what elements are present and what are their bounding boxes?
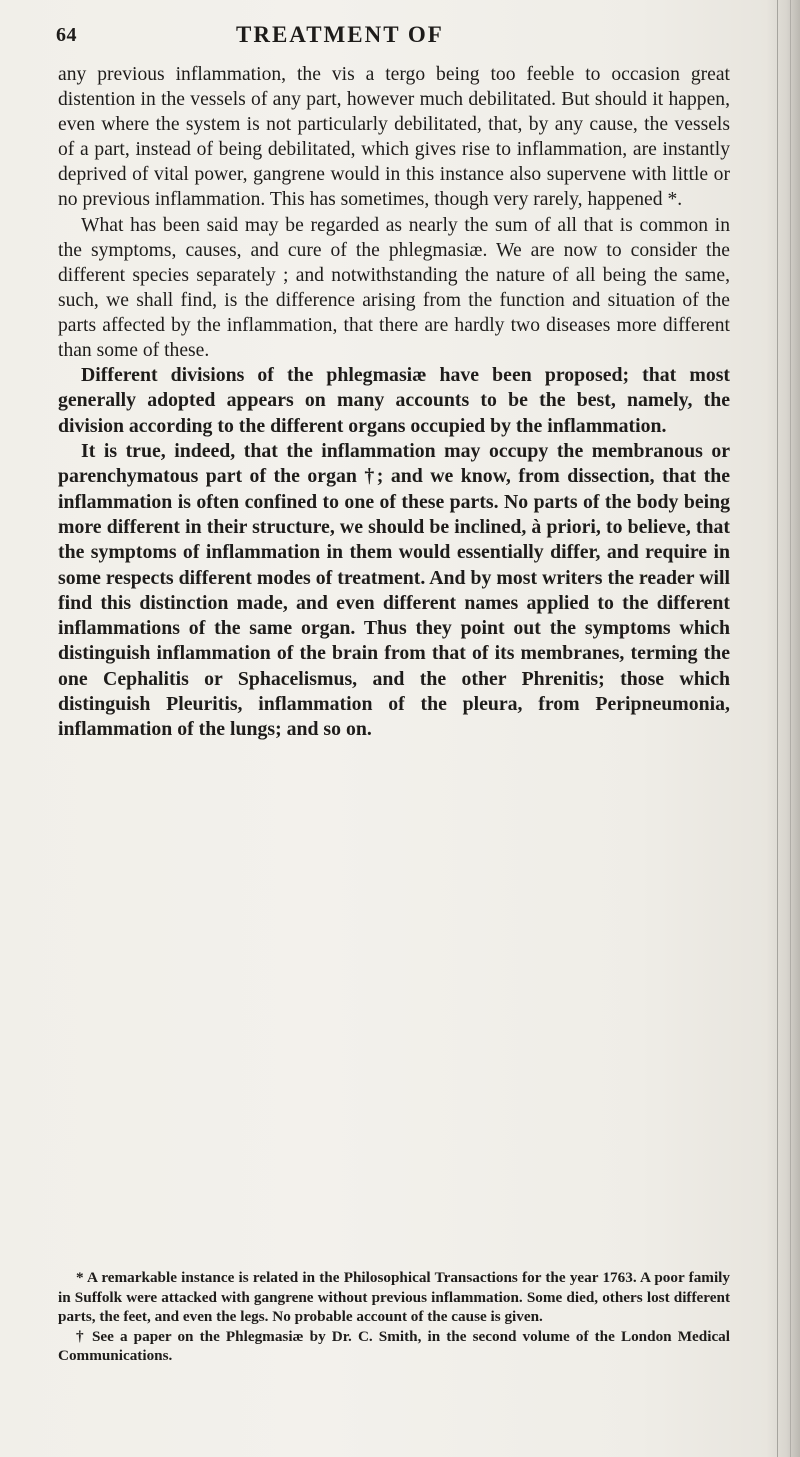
- running-head: TREATMENT OF: [236, 22, 444, 47]
- page-edge-line: [790, 0, 791, 1457]
- page-number: 64: [56, 24, 77, 46]
- body-text: [58, 62, 730, 743]
- paragraph: Different divisions of the phlegmasiæ have been proposed; that most generally adopted appears on many accounts to be the best, namely, the division according to the different organs occupied by the inflammation.: [58, 364, 730, 437]
- page-edge-line: [777, 0, 778, 1457]
- footnote: * A remarkable instance is related in the Philosophical Transactions for the year 1763. A poor family in Suffolk were attacked with gangrene without previous inflammation. Some died, others lost different parts, the feet, and even the legs. No probable account of the cause is given.: [58, 1269, 730, 1326]
- paragraph: any previous inflammation, the vis a tergo being too feeble to occasion great distention in the vessels of any part, however much debilitated. But should it happen, even where the system is not particularly debilitated, that, by any cause, the vessels of a part, instead of being debilitated, which gives rise to inflammation, are instantly deprived of vital power, gangrene would in this instance also supervene with little or no previous inflammation. This has sometimes, though very rarely, happened *.: [58, 64, 730, 211]
- footnotes: [58, 1268, 730, 1366]
- paragraph: What has been said may be regarded as nearly the sum of all that is common in the symptoms, causes, and cure of the phlegmasiæ. We are now to consider the different species separately ; and notwithstanding the nature of all being the same, such, we shall find, is the difference arising from the function and situation of the parts affected by the inflammation, that there are hardly two diseases more different than some of these.: [58, 214, 730, 362]
- page-header: [0, 0, 800, 70]
- footnote: † See a paper on the Phlegmasiæ by Dr. C. Smith, in the second volume of the London Medical Communications.: [58, 1327, 730, 1365]
- page-edge-shadow: [766, 0, 800, 1457]
- paragraph: It is true, indeed, that the inflammation may occupy the membranous or parenchymatous part of the organ †; and we know, from dissection, that the inflammation is often confined to one of these parts. No parts of the body being more different in their structure, we should be inclined, à priori, to believe, that the symptoms of inflammation in them would essentially differ, and require in some respects different modes of treatment. And by most writers the reader will find this distinction made, and even different names applied to the different inflammations of the same organ. Thus they point out the symptoms which distinguish inflammation of the brain from that of its membranes, terming the one Cephalitis or Sphacelismus, and the other Phrenitis; those which distinguish Pleuritis, inflammation of the pleura, from Peripneumonia, inflammation of the lungs; and so on.: [58, 440, 730, 741]
